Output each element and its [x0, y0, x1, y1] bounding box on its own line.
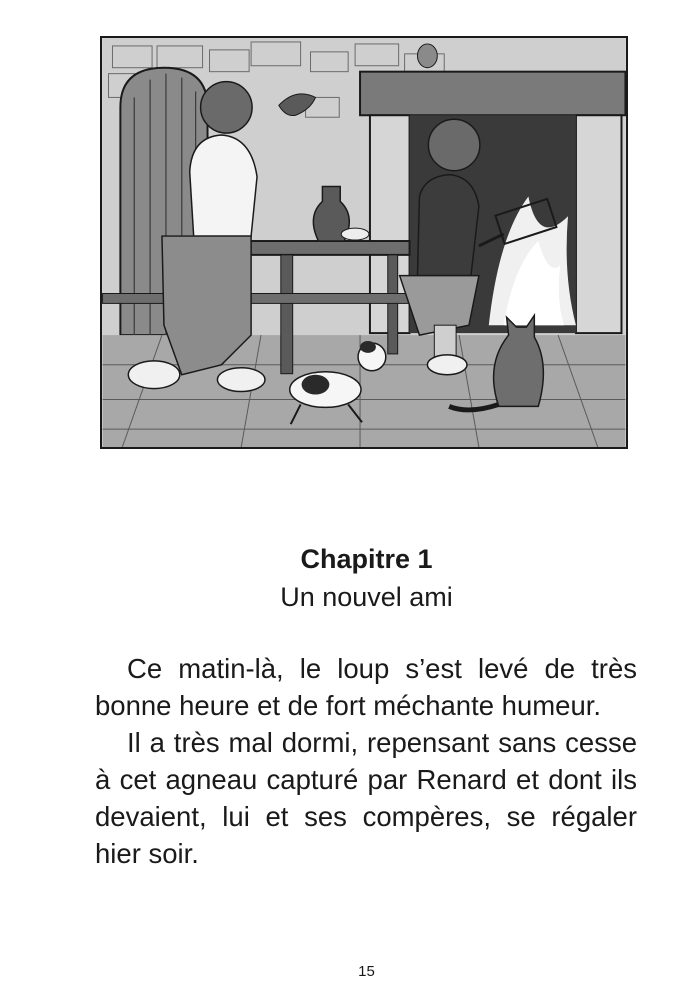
- paragraph: Ce matin-là, le loup s’est levé de très bonne heure et de fort méchante humeur.: [95, 653, 637, 721]
- chapter-illustration: [100, 36, 628, 449]
- chapter-subtitle: Un nouvel ami: [280, 582, 453, 612]
- paragraph: Il a très mal dormi, repensant sans cesse à cet agneau capturé par Renard et dont ils devaient, lui et ses compères, se régaler hier soir.: [95, 727, 637, 869]
- chapter-title: Chapitre 1: [300, 544, 433, 574]
- page-number: 15: [358, 963, 375, 980]
- body-text: [95, 650, 637, 872]
